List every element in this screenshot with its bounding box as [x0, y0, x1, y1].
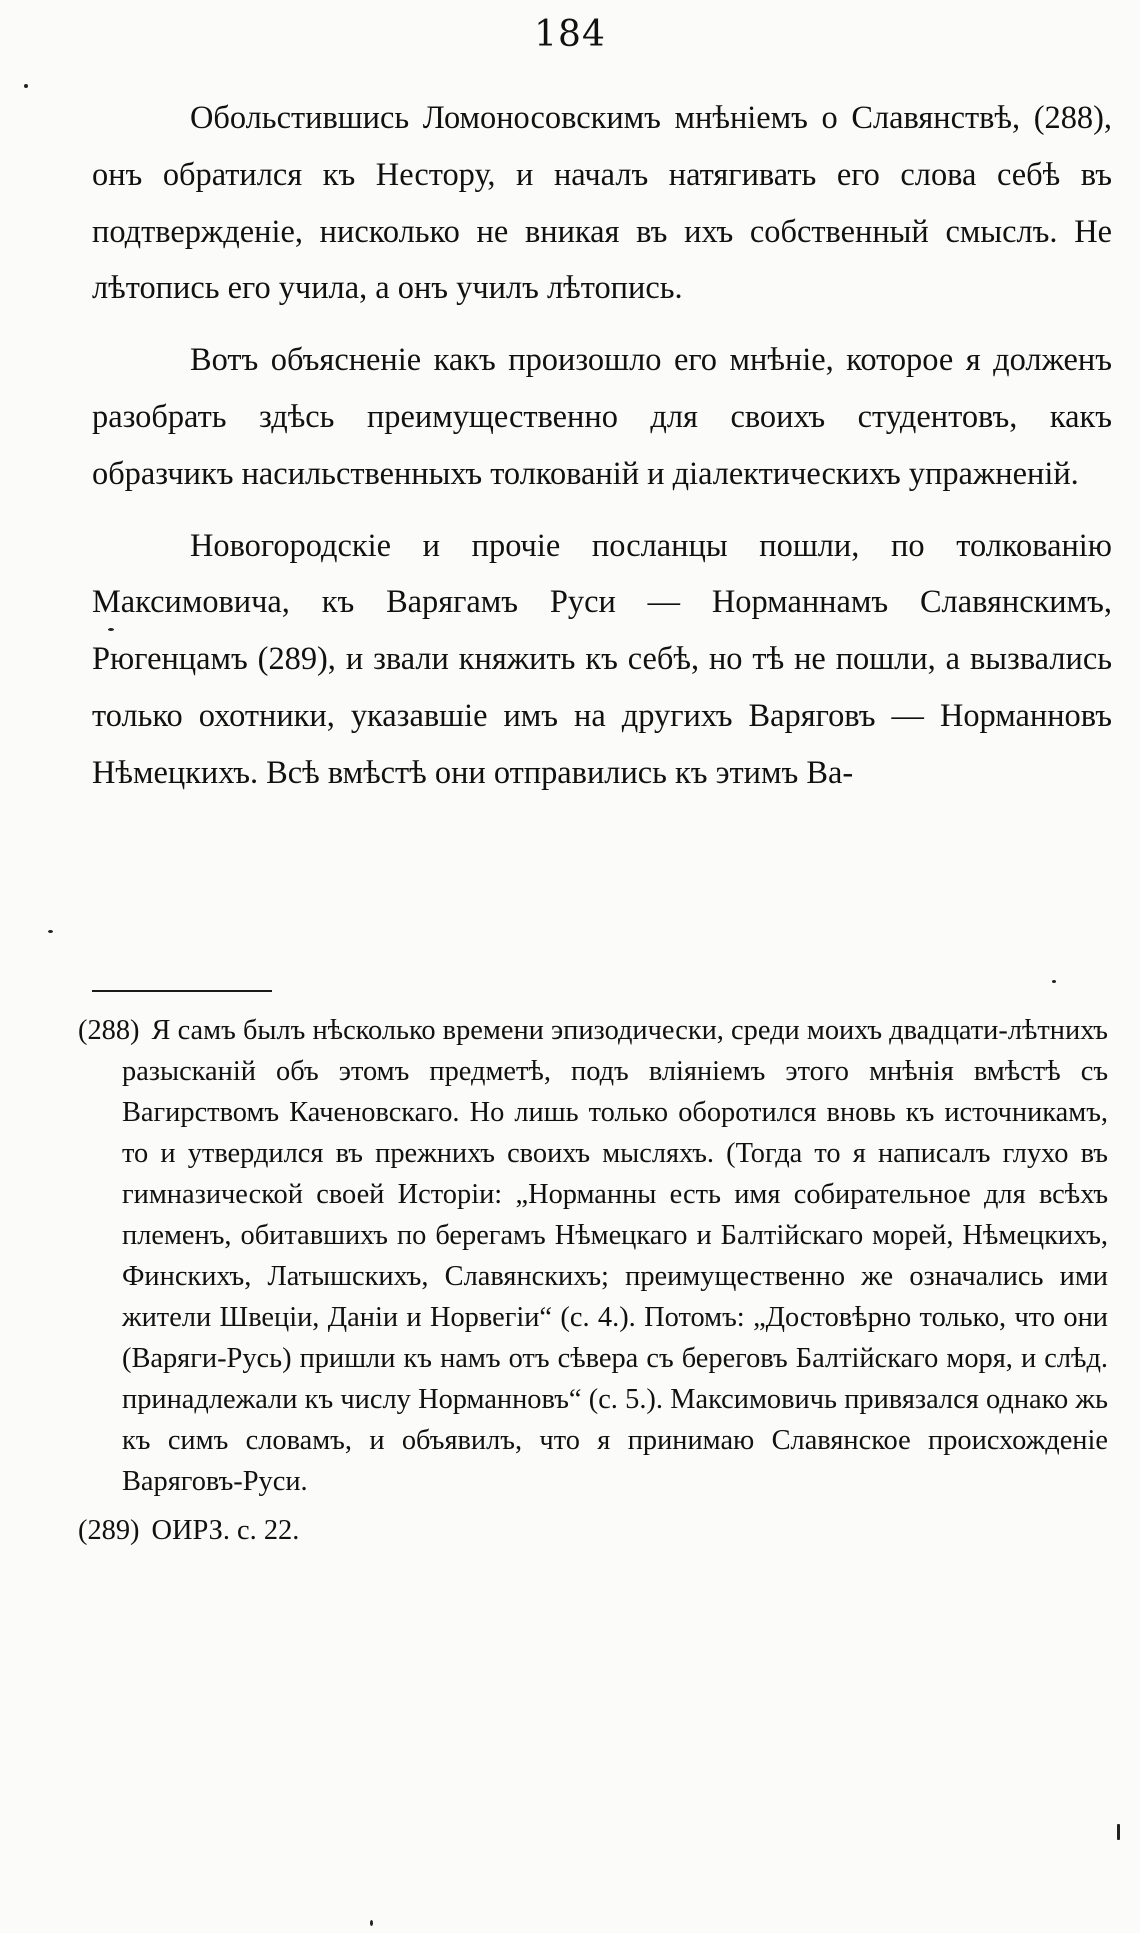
main-text — [92, 90, 1112, 817]
footnote-288 — [78, 1010, 1108, 1502]
page-number: 184 — [534, 14, 606, 55]
scan-speck — [48, 930, 53, 933]
footnote-marker: (288) — [78, 1015, 140, 1046]
scan-speck — [24, 84, 28, 88]
paragraph: Обольстившись Ломоносовскимъ мнѣніемъ о Славянствѣ, (288), онъ обратился къ Нестору, и началъ натягивать его слова себѣ въ подтвержденіе, нисколько не вникая въ ихъ собственный смыслъ. Не лѣтопись его учила, а онъ училъ лѣтопись. — [92, 100, 1112, 307]
footnote-marker: (289) — [78, 1515, 140, 1546]
footnotes — [78, 1010, 1108, 1559]
footnote-289 — [78, 1510, 1108, 1551]
paragraph: Новогородскіе и прочіе посланцы пошли, по толкованію Максимовича, къ Варягамъ Руси — Норманнамъ Славянскимъ, Рюгенцамъ (289), и звали княжить къ себѣ, но тѣ не пошли, а вызвались только охотники, указавшіе имъ на другихъ Варяговъ — Норманновъ Нѣмецкихъ. Всѣ вмѣстѣ они отправились къ этимъ Ва- — [92, 527, 1112, 791]
scan-speck — [108, 628, 114, 631]
footnote-text: Я самъ былъ нѣсколько времени эпизодически, среди моихъ двадцати-лѣтнихъ разысканій объ этомъ предметѣ, подъ вліяніемъ этого мнѣнія вмѣстѣ съ Вагирствомъ Каченовскаго. Но лишь только оборотился вновь къ источникамъ, то и утвердился въ прежнихъ своихъ мысляхъ. (Тогда то я написалъ глухо въ гимназической своей Исторіи: „Норманны есть имя собирательное для всѣхъ племенъ, обитавшихъ по берегамъ Нѣмецкаго и Балтійскаго морей, Нѣмецкихъ, Финскихъ, Латышскихъ, Славянскихъ; преимущественно же означались ими жители Швеціи, Даніи и Норвегіи“ (с. 4.). Потомъ: „Достовѣрно только, что они (Варяги-Русь) пришли къ намъ отъ сѣвера съ береговъ Балтійскаго моря, и слѣд. принадлежали къ числу Норманновъ“ (с. 5.). Максимовичь привязался однако жь къ симъ словамъ, и объявилъ, что я принимаю Славянское происхожденіе Варяговъ-Руси. — [122, 1015, 1108, 1497]
footnote-text: ОИРЗ. с. 22. — [151, 1515, 300, 1546]
footnote-separator-rule — [92, 990, 272, 992]
scan-speck — [1052, 980, 1056, 983]
paragraph: Вотъ объясненіе какъ произошло его мнѣніе, которое я долженъ разобрать здѣсь преимущественно для своихъ студентовъ, какъ образчикъ насильственныхъ толкованій и діалектическихъ упражненій. — [92, 342, 1112, 492]
scan-speck — [1117, 1824, 1120, 1840]
scan-speck — [370, 1920, 373, 1926]
